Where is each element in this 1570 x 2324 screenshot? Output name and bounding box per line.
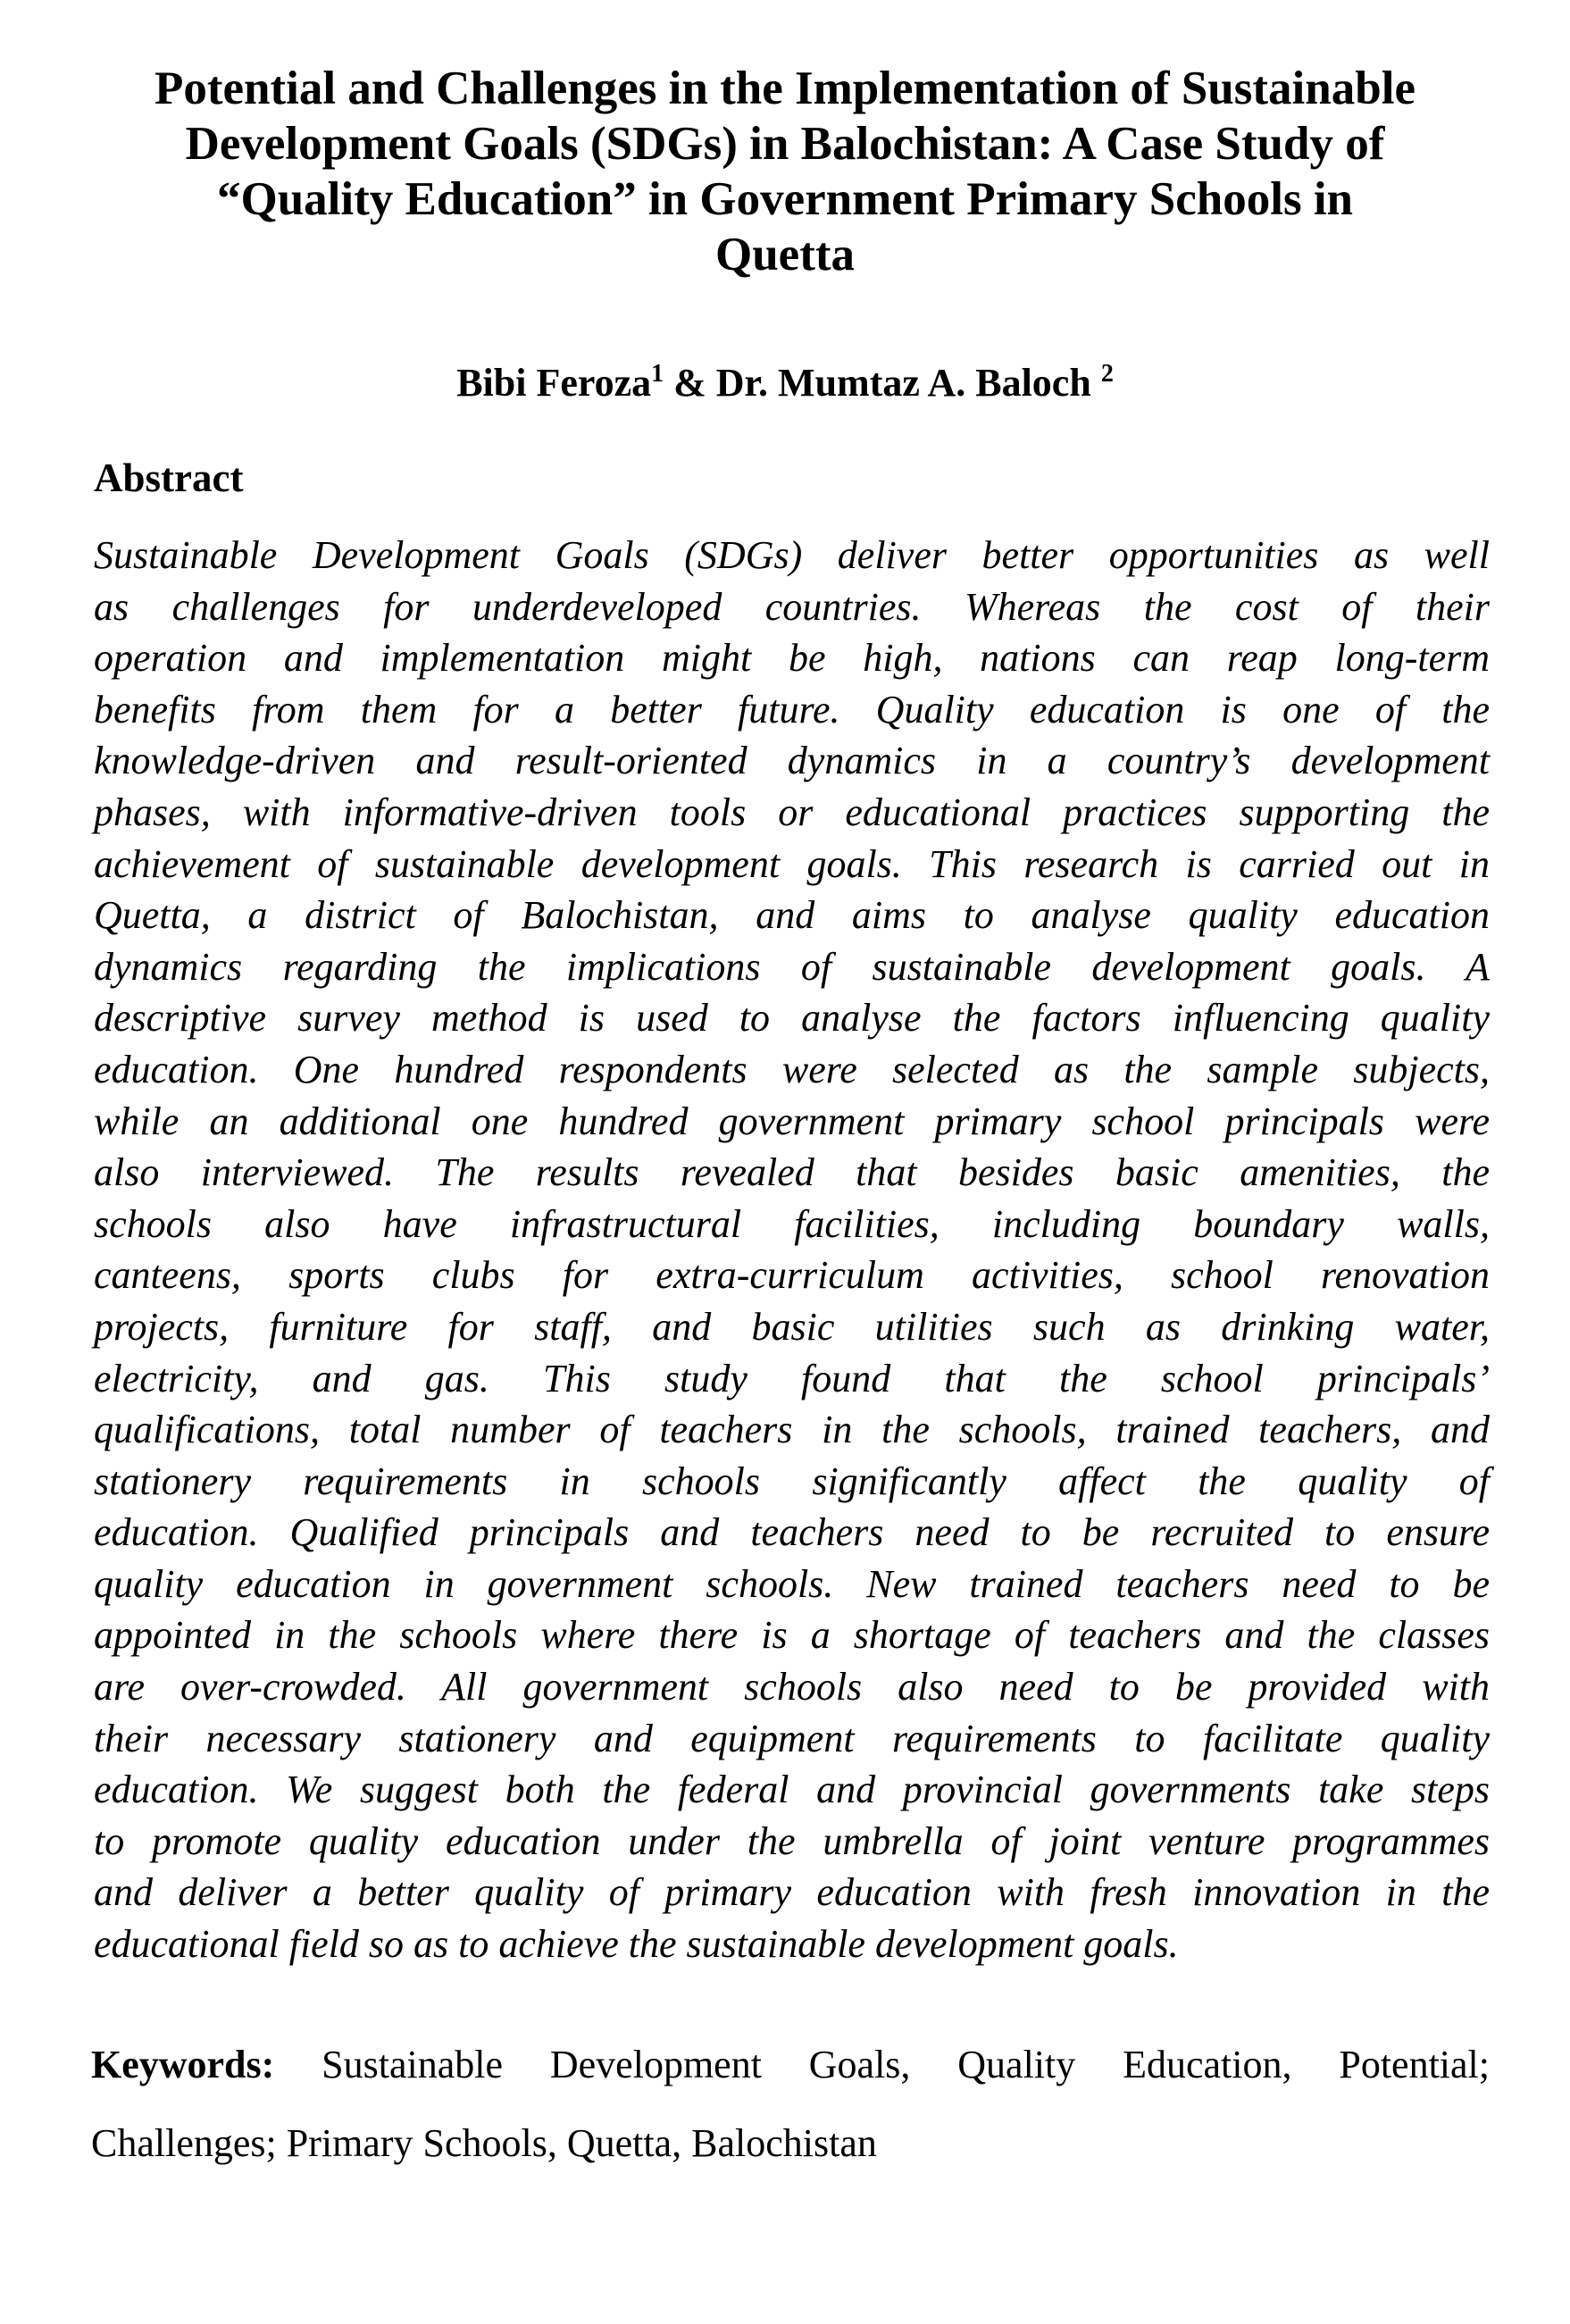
title-line: Quetta [714,229,856,280]
keywords-text: Sustainable Development Goals, Quality Education, Potential; [322,2043,1491,2086]
paper-title [80,61,1490,282]
abstract-line: quality education in government schools. New trained teachers need to be [94,1561,1490,1606]
title-line: Potential and Challenges in the Implementation of Sustainable [154,63,1416,114]
abstract-line: Quetta, a district of Balochistan, and aims to analyse quality education [94,893,1490,938]
title-line: Development Goals (SDGs) in Balochistan: A Case Study of [185,118,1385,170]
abstract-line: operation and implementation might be high, nations can reap long-term [94,636,1490,681]
abstract-heading: Abstract [94,456,244,500]
abstract-line: and deliver a better quality of primary education with fresh innovation in the [94,1870,1490,1915]
abstract-line: schools also have infrastructural facilities, including boundary walls, [94,1201,1490,1246]
abstract-line: while an additional one hundred government primary school principals were [94,1099,1490,1143]
abstract-line: electricity, and gas. This study found that the school principals’ [94,1356,1490,1400]
abstract-line: achievement of sustainable development goals. This research is carried out in [94,841,1490,886]
abstract-line: as challenges for underdeveloped countries. Whereas the cost of their [94,584,1490,629]
abstract-line: canteens, sports clubs for extra-curriculum activities, school renovation [94,1253,1490,1298]
abstract-line: are over-crowded. All government schools also need to be provided with [94,1665,1490,1710]
abstract-line: education. We suggest both the federal and provincial governments take steps [94,1768,1490,1812]
abstract-line: educational field so as to achieve the sustainable development goals. [94,1922,1179,1967]
abstract-line: qualifications, total number of teachers in the schools, trained teachers, and [94,1408,1490,1452]
keywords-section [91,2026,1490,2183]
author-separator: & [673,361,706,405]
abstract-line: projects, furniture for staff, and basic utilities such as drinking water, [94,1304,1490,1349]
title-line: “Quality Education” in Government Primary Schools in [216,173,1354,225]
abstract-line: to promote quality education under the umbrella of joint venture programmes [94,1818,1490,1863]
abstract-line: also interviewed. The results revealed that besides basic amenities, the [94,1150,1490,1195]
abstract-line: appointed in the schools where there is a shortage of teachers and the classes [94,1613,1490,1658]
abstract-line: dynamics regarding the implications of sustainable development goals. A [94,944,1490,989]
abstract-line: their necessary stationery and equipment requirements to facilitate quality [94,1716,1490,1760]
keywords-line [91,2026,1490,2104]
keywords-line: Challenges; Primary Schools, Quetta, Balochistan [91,2121,877,2165]
author-name: Bibi Feroza [456,361,652,405]
abstract-body [94,530,1490,1970]
abstract-line: benefits from them for a better future. Quality education is one of the [94,687,1490,731]
abstract-line: stationery requirements in schools significantly affect the quality of [94,1459,1490,1503]
author-list [0,359,1570,407]
affiliation-mark: 2 [1100,360,1114,388]
abstract-line: knowledge-driven and result-oriented dynamics in a country’s development [94,739,1490,783]
abstract-line: phases, with informative-driven tools or educational practices supporting the [94,790,1490,834]
author-name: Dr. Mumtaz A. Baloch [715,361,1091,405]
keywords-label: Keywords: [91,2043,275,2086]
affiliation-mark: 1 [651,360,664,388]
abstract-line: education. Qualified principals and teachers need to be recruited to ensure [94,1510,1490,1555]
abstract-line: descriptive survey method is used to analyse the factors influencing quality [94,996,1490,1041]
abstract-line: education. One hundred respondents were selected as the sample subjects, [94,1047,1490,1091]
abstract-line: Sustainable Development Goals (SDGs) deliver better opportunities as well [94,533,1490,577]
